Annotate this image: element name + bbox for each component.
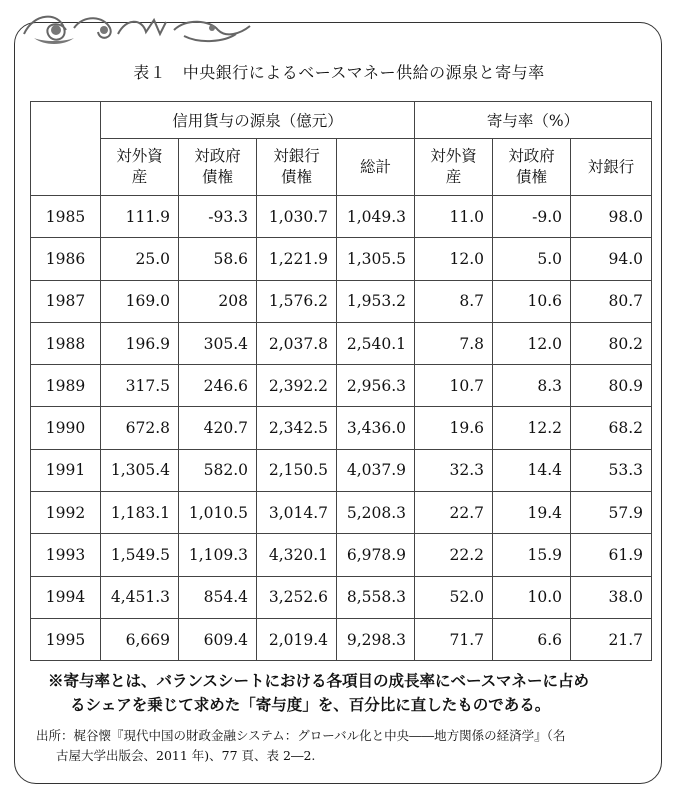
value-cell: 14.4 [493,449,571,491]
value-cell: 4,451.3 [101,576,179,618]
year-cell: 1991 [31,449,101,491]
column-header: 対政府 債権 [179,139,257,196]
value-cell: 609.4 [179,618,257,660]
value-cell: 11.0 [415,196,493,238]
value-cell: 53.3 [571,449,652,491]
value-cell: 32.3 [415,449,493,491]
value-cell: 246.6 [179,365,257,407]
value-cell: 2,019.4 [257,618,337,660]
column-header: 対政府 債権 [493,139,571,196]
year-cell: 1986 [31,238,101,280]
value-cell: 4,037.9 [337,449,415,491]
value-cell: 169.0 [101,280,179,322]
year-cell: 1989 [31,365,101,407]
value-cell: 12.0 [415,238,493,280]
value-cell: 6,669 [101,618,179,660]
table-row [31,322,652,364]
value-cell: 1,049.3 [337,196,415,238]
table-title: 表１ 中央銀行によるベースマネー供給の源泉と寄与率 [133,63,545,82]
value-cell: 98.0 [571,196,652,238]
year-cell: 1988 [31,322,101,364]
value-cell: 80.2 [571,322,652,364]
value-cell: 854.4 [179,576,257,618]
value-cell: 2,342.5 [257,407,337,449]
table-row [31,534,652,576]
value-cell: 3,436.0 [337,407,415,449]
value-cell: 5.0 [493,238,571,280]
value-cell: 1,305.4 [101,449,179,491]
value-cell: 19.4 [493,492,571,534]
table-row [31,618,652,660]
value-cell: 80.7 [571,280,652,322]
table-row [31,365,652,407]
value-cell: 2,037.8 [257,322,337,364]
value-cell: 10.0 [493,576,571,618]
value-cell: 9,298.3 [337,618,415,660]
column-header: 対銀行 債権 [257,139,337,196]
value-cell: 5,208.3 [337,492,415,534]
table-row [31,576,652,618]
column-header: 対銀行 [571,139,652,196]
corner-cell [31,102,101,196]
value-cell: 38.0 [571,576,652,618]
source-citation [36,726,652,766]
value-cell: 6,978.9 [337,534,415,576]
value-cell: 208 [179,280,257,322]
value-cell: 12.2 [493,407,571,449]
value-cell: -93.3 [179,196,257,238]
value-cell: 68.2 [571,407,652,449]
base-money-table [30,101,652,661]
value-cell: 52.0 [415,576,493,618]
value-cell: 1,030.7 [257,196,337,238]
value-cell: 57.9 [571,492,652,534]
footnote-line: るシェアを乗じて求めた「寄与度」を、百分比に直したものである。 [70,695,551,715]
year-cell: 1993 [31,534,101,576]
value-cell: 672.8 [101,407,179,449]
value-cell: 317.5 [101,365,179,407]
value-cell: 8.7 [415,280,493,322]
year-cell: 1990 [31,407,101,449]
footnote-line: ※寄与率とは、バランスシートにおける各項目の成長率にベースマネーに占め [48,671,589,690]
value-cell: 15.9 [493,534,571,576]
value-cell: 10.6 [493,280,571,322]
source-line: 古屋大学出版会、2011 年)、77 頁、表 2―2. [56,748,316,763]
value-cell: 10.7 [415,365,493,407]
value-cell: 1,953.2 [337,280,415,322]
table-row [31,407,652,449]
value-cell: 6.6 [493,618,571,660]
value-cell: 305.4 [179,322,257,364]
year-cell: 1995 [31,618,101,660]
value-cell: 22.2 [415,534,493,576]
value-cell: 58.6 [179,238,257,280]
value-cell: 8,558.3 [337,576,415,618]
value-cell: 21.7 [571,618,652,660]
value-cell: 2,540.1 [337,322,415,364]
value-cell: 94.0 [571,238,652,280]
value-cell: 3,014.7 [257,492,337,534]
value-cell: 3,252.6 [257,576,337,618]
year-cell: 1994 [31,576,101,618]
year-cell: 1985 [31,196,101,238]
value-cell: 1,221.9 [257,238,337,280]
table-row [31,492,652,534]
value-cell: 2,956.3 [337,365,415,407]
value-cell: 1,549.5 [101,534,179,576]
column-header: 対外資産 [101,139,179,196]
table-row [31,280,652,322]
value-cell: 80.9 [571,365,652,407]
value-cell: -9.0 [493,196,571,238]
column-header: 総計 [337,139,415,196]
group-header-contribution: 寄与率（%） [415,102,652,139]
value-cell: 196.9 [101,322,179,364]
value-cell: 1,109.3 [179,534,257,576]
year-cell: 1987 [31,280,101,322]
value-cell: 19.6 [415,407,493,449]
table-row [31,238,652,280]
value-cell: 7.8 [415,322,493,364]
ornament-flourish-icon [14,4,264,54]
value-cell: 61.9 [571,534,652,576]
value-cell: 25.0 [101,238,179,280]
value-cell: 1,576.2 [257,280,337,322]
value-cell: 71.7 [415,618,493,660]
value-cell: 12.0 [493,322,571,364]
table-row [31,196,652,238]
group-header-source: 信用貨与の源泉（億元） [101,102,415,139]
source-line: 出所：梶谷懐『現代中国の財政金融システム：グローバル化と中央――地方関係の経済学』（名 [36,728,566,743]
value-cell: 420.7 [179,407,257,449]
value-cell: 1,010.5 [179,492,257,534]
value-cell: 111.9 [101,196,179,238]
table-row [31,449,652,491]
value-cell: 2,392.2 [257,365,337,407]
value-cell: 1,305.5 [337,238,415,280]
value-cell: 8.3 [493,365,571,407]
value-cell: 2,150.5 [257,449,337,491]
value-cell: 1,183.1 [101,492,179,534]
year-cell: 1992 [31,492,101,534]
value-cell: 582.0 [179,449,257,491]
value-cell: 22.7 [415,492,493,534]
column-header: 対外資産 [415,139,493,196]
value-cell: 4,320.1 [257,534,337,576]
footnote [48,669,648,717]
